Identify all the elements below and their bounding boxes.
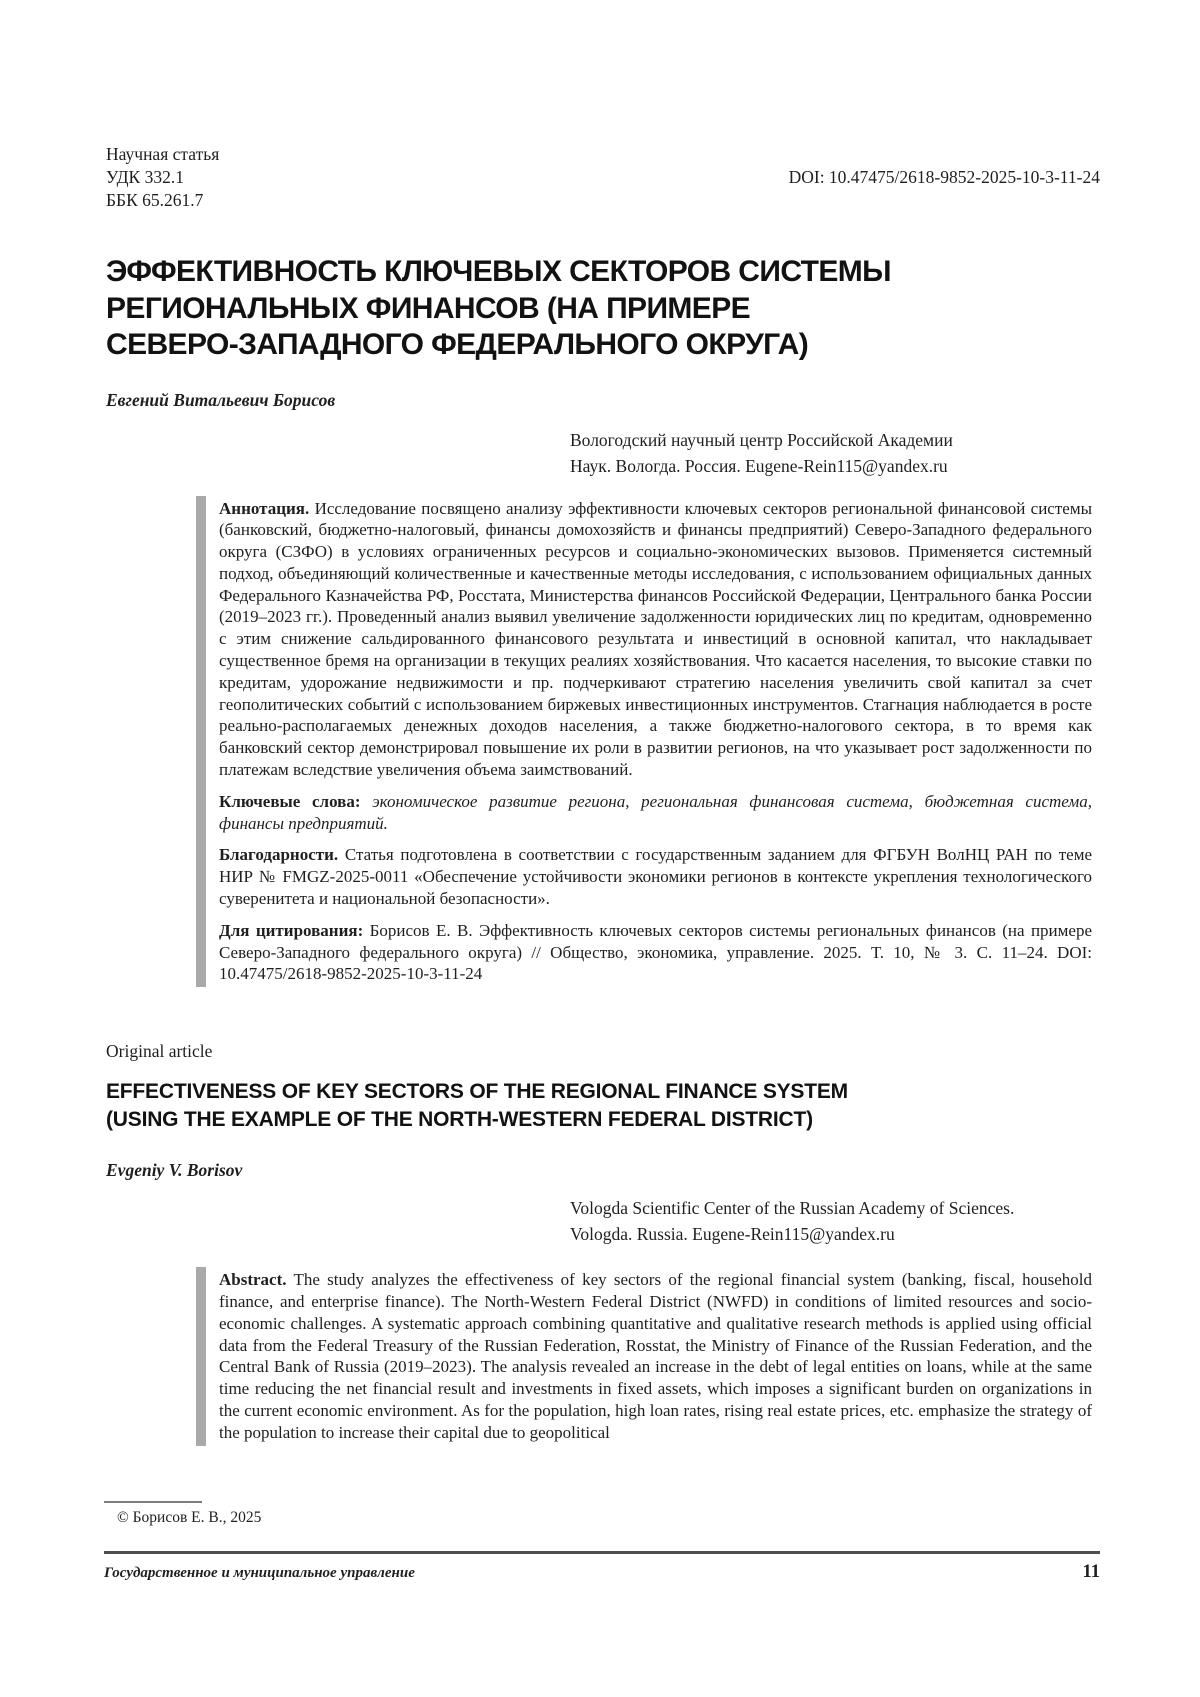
abstract-paragraph-en — [219, 1269, 1092, 1443]
title-line: РЕГИОНАЛЬНЫХ ФИНАНСОВ (НА ПРИМЕРЕ — [106, 291, 751, 325]
keywords-label-ru: Ключевые слова: — [219, 791, 361, 811]
bbk-code: ББК 65.261.7 — [106, 190, 204, 210]
article-meta-codes — [106, 143, 219, 212]
author-name-ru: Евгений Витальевич Борисов — [106, 389, 336, 410]
acknowledgments-paragraph-ru — [219, 844, 1092, 909]
footnote-divider — [104, 1501, 202, 1503]
title-line: EFFECTIVENESS OF KEY SECTORS OF THE REGIONAL FINANCE SYSTEM — [106, 1080, 848, 1104]
abstract-label-en: Abstract. — [219, 1270, 287, 1290]
abstract-block-en — [196, 1267, 1092, 1445]
author-name-en: Evgeniy V. Borisov — [106, 1160, 243, 1181]
acknowledgments-label-ru: Благодарности. — [219, 845, 339, 865]
affiliation-line: Vologda. Russia. Eugene-Rein115@yandex.ru — [570, 1224, 895, 1245]
doi: DOI: 10.47475/2618-9852-2025-10-3-11-24 — [788, 167, 1100, 187]
affiliation-line: Vologda Scientific Center of the Russian Academy of Sciences. — [570, 1198, 1015, 1219]
affiliation-line: Наук. Вологда. Россия. Eugene-Rein115@yandex.ru — [570, 456, 948, 476]
keywords-text-ru: экономическое развитие региона, региональная финансовая система, бюджетная система, финансы предприятий. — [219, 791, 1092, 833]
affiliation-line: Вологодский научный центр Российской Академии — [570, 429, 953, 450]
affiliation-en — [570, 1195, 1100, 1247]
article-title-en — [106, 1078, 1100, 1134]
title-line: СЕВЕРО-ЗАПАДНОГО ФЕДЕРАЛЬНОГО ОКРУГА) — [106, 328, 809, 361]
abstract-text-en: The study analyzes the effectiveness of key sectors of the regional financial system (banking, fiscal, household finance, and enterprise finance). The North-Western Federal District (NWFD) in conditions of limited resources and socio-economic challenges. A systematic approach combining quantitative and qualitative research methods is applied using official data from the Federal Treasury of the Russian Federation, Rosstat, the Ministry of Finance of the Russian Federation, and the Central Bank of Russia (2019–2023). The analysis revealed an increase in the debt of legal entities on loans, while at the same time reducing the net financial result and investments in fixed assets, which imposes a significant burden on organizations in the current economic environment. As for the population, high loan rates, rising real estate prices, etc. emphasize the strategy of the population to increase their capital due to geopolitical — [219, 1270, 1092, 1442]
page-number: 11 — [1082, 1562, 1100, 1582]
title-line: ЭФФЕКТИВНОСТЬ КЛЮЧЕВЫХ СЕКТОРОВ СИСТЕМЫ — [106, 255, 891, 288]
article-meta — [106, 143, 1100, 212]
affiliation-ru — [570, 427, 1100, 480]
citation-text-ru: Борисов Е. В. Эффективность ключевых секторов системы региональных финансов (на примере Северо-Западного федерального округа) // Общество, экономика, управление. 2025. Т. 10, № 3. С. 11–24. DOI: 10.47475/2618-9852-2025-10-3-11-24 — [219, 920, 1093, 984]
abstract-text-ru: Исследование посвящено анализу эффективности ключевых секторов региональной финансовой системы (банковский, бюджетно-налоговый, финансы домохозяйств и финансы предприятий) Северо-Западного федерального округа (СЗФО) в условиях ограниченных ресурсов и социально-экономических вызовов. Применяется системный подход, объединяющий количественные и качественные методы исследования, с использованием официальных данных Федерального Казначейства РФ, Росстата, Министерства финансов Российской Федерации, Центрального банка России (2019–2023 гг.). Проведенный анализ выявил увеличение задолженности юридических лиц по кредитам, одновременно с этим снижение сальдированного финансового результата и инвестиций в основной капитал, что накладывает существенное бремя на организации в текущих реалиях хозяйствования. Что касается населения, то высокие ставки по кредитам, удорожание недвижимости и пр. подчеркивают стратегию населения увеличить свой капитал за счет геополитических событий с использованием биржевых инвестиционных инструментов. Стагнация наблюдается в росте реально-располагаемых денежных доходов населения, а также бюджетно-налогового сектора, в то время как банковский сектор демонстрировал повышение их роли в развитии регионов, на что указывает рост задолженности по платежам вследствие увеличения объема заимствований. — [219, 498, 1092, 780]
article-type-label-en: Original article — [106, 1041, 213, 1062]
abstract-label-ru: Аннотация. — [219, 498, 310, 518]
keywords-paragraph-ru — [219, 791, 1092, 835]
abstract-block-ru — [196, 496, 1092, 988]
acknowledgments-text-ru: Статья подготовлена в соответствии с государственным заданием для ФГБУН ВолНЦ РАН по теме НИР № FMGZ-2025-0011 «Обеспечение устойчивости экономики регионов в контексте укрепления технологического суверенитета и национальной безопасности». — [219, 845, 1092, 909]
page-footer — [104, 1562, 1100, 1583]
citation-paragraph-ru — [219, 920, 1092, 985]
copyright-notice: © Борисов Е. В., 2025 — [117, 1509, 262, 1526]
journal-title: Государственное и муниципальное управление — [104, 1565, 415, 1581]
abstract-paragraph-ru — [219, 498, 1092, 781]
article-type-label: Научная статья — [106, 144, 220, 164]
footer-divider — [104, 1551, 1100, 1554]
citation-label-ru: Для цитирования: — [219, 920, 364, 940]
article-title-ru — [106, 254, 1100, 364]
title-line: (USING THE EXAMPLE OF THE NORTH-WESTERN FEDERAL DISTRICT) — [106, 1108, 813, 1132]
udk-code: УДК 332.1 — [106, 167, 184, 187]
